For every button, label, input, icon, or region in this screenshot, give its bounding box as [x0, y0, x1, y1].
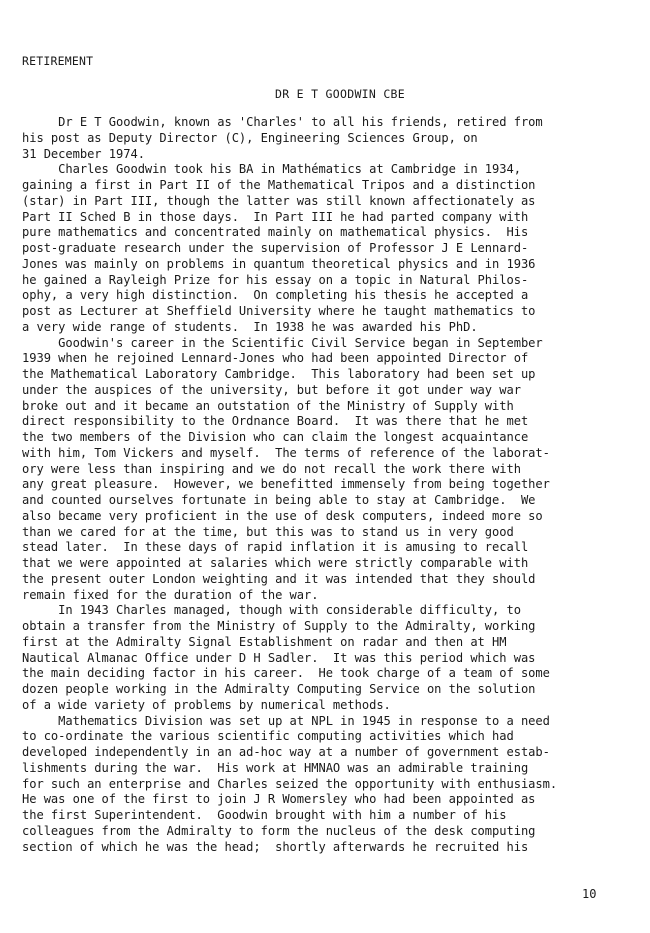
- text-line: developed independently in an ad-hoc way at a number of government estab-: [22, 745, 550, 759]
- text-line: obtain a transfer from the Ministry of Supply to the Admiralty, working: [22, 619, 536, 633]
- text-line: his post as Deputy Director (C), Engineering Sciences Group, on: [22, 130, 478, 145]
- text-line: also became very proficient in the use of desk computers, indeed more so: [22, 508, 543, 523]
- text-line: direct responsibility to the Ordnance Board. It was there that he met: [22, 414, 529, 429]
- text-line: the present outer London weighting and it was intended that they should: [22, 571, 536, 586]
- text-line: section of which he was the head; shortly afterwards he recruited his: [22, 839, 529, 854]
- text-line: that we were appointed at salaries which were strictly comparable with: [22, 556, 529, 570]
- text-line: a very wide range of students. In 1938 he was awarded his PhD.: [22, 319, 478, 334]
- text-line: and counted ourselves fortunate in being able to stay at Cambridge. We: [22, 493, 536, 507]
- text-line: 31 December 1974.: [22, 146, 145, 161]
- page-number: 10: [582, 887, 597, 901]
- text-line: Part II Sched B in those days. In Part III he had parted company with: [22, 209, 529, 224]
- text-line: for such an enterprise and Charles seized the opportunity with enthusiasm.: [22, 776, 558, 791]
- text-line: stead later. In these days of rapid inflation it is amusing to recall: [22, 540, 529, 555]
- text-line: remain fixed for the duration of the war.: [22, 587, 319, 602]
- text-line: the main deciding factor in his career. He took charge of a team of some: [22, 666, 550, 681]
- text-line: lishments during the war. His work at HMNAO was an admirable training: [22, 760, 529, 775]
- text-line: post as Lecturer at Sheffield University where he taught mathematics to: [22, 304, 536, 318]
- text-line: In 1943 Charles managed, though with considerable difficulty, to: [22, 603, 521, 618]
- text-line: colleagues from the Admiralty to form the nucleus of the desk computing: [22, 823, 536, 838]
- text-line: than we cared for at the time, but this was to stand us in very good: [22, 524, 514, 539]
- text-line: dozen people working in the Admiralty Computing Service on the solution: [22, 682, 536, 696]
- text-line: He was one of the first to join J R Womersley who had been appointed as: [22, 792, 536, 807]
- text-line: Jones was mainly on problems in quantum theoretical physics and in 1936: [22, 256, 536, 271]
- text-line: (star) in Part III, though the latter was still known affectionately as: [22, 193, 536, 208]
- text-line: post-graduate research under the supervision of Professor J E Lennard-: [22, 241, 529, 255]
- text-line: Charles Goodwin took his BA in Mathématics at Cambridge in 1934,: [22, 162, 521, 177]
- text-line: Goodwin's career in the Scientific Civil Service began in September: [22, 335, 543, 350]
- text-line: the two members of the Division who can claim the longest acquaintance: [22, 430, 529, 444]
- text-line: gaining a first in Part II of the Mathematical Tripos and a distinction: [22, 178, 536, 192]
- text-line: under the auspices of the university, but before it got under way war: [22, 382, 521, 397]
- text-line: any great pleasure. However, we benefitted immensely from being together: [22, 477, 550, 492]
- section-label: RETIREMENT: [22, 54, 94, 68]
- text-line: pure mathematics and concentrated mainly on mathematical physics. His: [22, 225, 529, 240]
- text-line: the first Superintendent. Goodwin brought with him a number of his: [22, 808, 507, 822]
- page-title: DR E T GOODWIN CBE: [274, 87, 406, 101]
- text-line: Mathematics Division was set up at NPL in 1945 in response to a need: [22, 713, 550, 728]
- text-line: first at the Admiralty Signal Establishment on radar and then at HM: [22, 634, 507, 649]
- text-line: of a wide variety of problems by numerical methods.: [22, 697, 391, 712]
- text-line: Nautical Almanac Office under D H Sadler. It was this period which was: [22, 650, 536, 665]
- text-line: he gained a Rayleigh Prize for his essay on a topic in Natural Philos-: [22, 272, 529, 287]
- text-line: broke out and it became an outstation of the Ministry of Supply with: [22, 398, 514, 413]
- body-text: [22, 115, 632, 855]
- text-line: 1939 when he rejoined Lennard-Jones who had been appointed Director of: [22, 351, 529, 366]
- text-line: the Mathematical Laboratory Cambridge. This laboratory had been set up: [22, 367, 536, 381]
- text-line: with him, Tom Vickers and myself. The terms of reference of the laborat-: [22, 445, 550, 460]
- text-line: to co-ordinate the various scientific computing activities which had: [22, 729, 514, 744]
- text-line: ory were less than inspiring and we do not recall the work there with: [22, 461, 521, 476]
- text-line: Dr E T Goodwin, known as 'Charles' to all his friends, retired from: [22, 115, 543, 129]
- text-line: ophy, a very high distinction. On completing his thesis he accepted a: [22, 288, 529, 303]
